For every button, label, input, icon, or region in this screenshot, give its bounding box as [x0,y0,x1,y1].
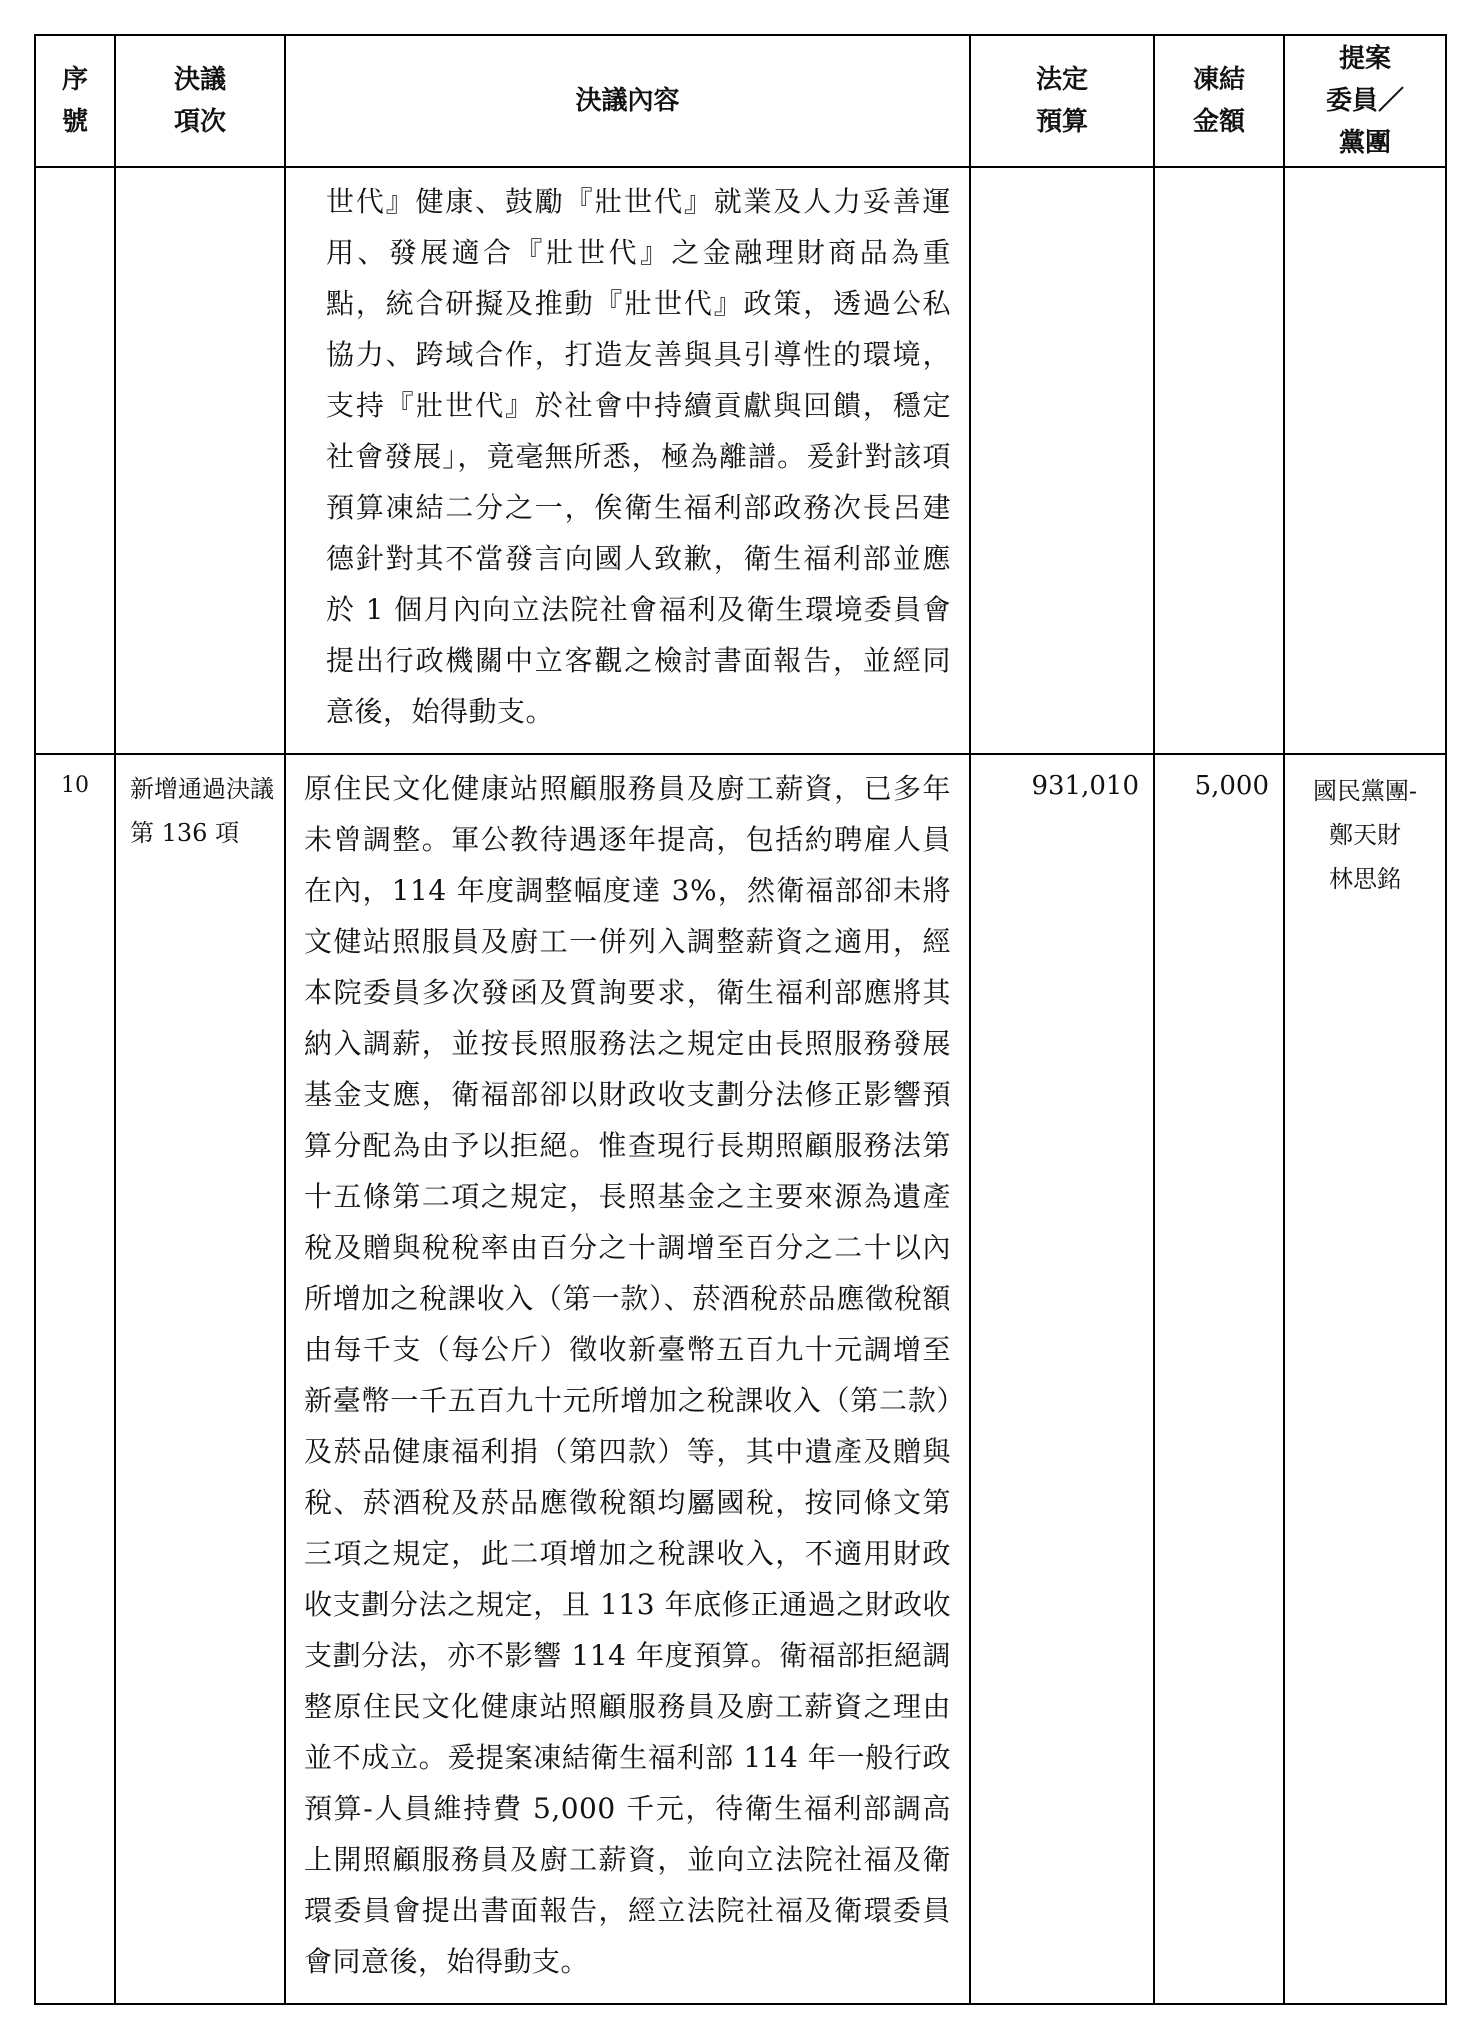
proposer-member: 鄭天財 [1329,821,1401,849]
table-row-10 [35,754,1446,2004]
cell-content: 原住民文化健康站照顧服務員及廚工薪資，已多年未曾調整。軍公教待遇逐年提高，包括約聘雇人員在內，114 年度調整幅度達 3%，然衛福部卻未將文健站照服員及廚工一併列入調整薪資之適用，經本院委員多次發函及質詢要求，衛生福利部應將其納入調薪，並按長照服務法之規定由長照服務發展基金支應，衛福部卻以財政收支劃分法修正影響預算分配為由予以拒絕。惟查現行長期照顧服務法第十五條第二項之規定，長照基金之主要來源為遺產稅及贈與稅稅率由百分之十調增至百分之二十以內所增加之稅課收入（第一款）、菸酒稅菸品應徵稅額由每千支（每公斤）徵收新臺幣五百九十元調增至新臺幣一千五百九十元所增加之稅課收入（第二款）及菸品健康福利捐（第四款）等，其中遺產及贈與稅、菸酒稅及菸品應徵稅額均屬國稅，按同條文第三項之規定，此二項增加之稅課收入，不適用財政收支劃分法之規定，且 113 年底修正通過之財政收支劃分法，亦不影響 114 年度預算。衛福部拒絕調整原住民文化健康站照顧服務員及廚工薪資之理由並不成立。爰提案凍結衛生福利部 114 年一般行政預算-人員維持費 5,000 千元，待衛生福利部調高上開照顧服務員及廚工薪資，並向立法院社福及衛環委員會提出書面報告，經立法院社福及衛環委員會同意後，始得動支。 [285,754,970,2004]
header-item: 決議 項次 [115,35,285,167]
header-row [35,35,1446,167]
header-seq: 序 號 [35,35,115,167]
cell-item: 新增通過決議第 136 項 [115,754,285,2004]
cell-content: 世代』健康、鼓勵『壯世代』就業及人力妥善運用、發展適合『壯世代』之金融理財商品為重點，統合研擬及推動『壯世代』政策，透過公私協力、跨域合作，打造友善與具引導性的環境，支持『壯世代』於社會中持續貢獻與回饋，穩定社會發展」，竟毫無所悉，極為離譜。爰針對該項預算凍結二分之一，俟衛生福利部政務次長呂建德針對其不當發言向國人致歉，衛生福利部並應於 1 個月內向立法院社會福利及衛生環境委員會提出行政機關中立客觀之檢討書面報告，並經同意後，始得動支。 [285,167,970,754]
cell-proposer [1284,167,1446,754]
cell-item [115,167,285,754]
proposer-member: 林思銘 [1329,865,1401,893]
proposer-party: 國民黨團- [1312,777,1418,805]
header-content: 決議內容 [285,35,970,167]
cell-proposer [1284,754,1446,2004]
header-frozen: 凍結 金額 [1154,35,1284,167]
resolution-table [34,34,1447,2005]
table-row-continued [35,167,1446,754]
cell-frozen: 5,000 [1154,754,1284,2004]
cell-budget: 931,010 [970,754,1154,2004]
cell-frozen [1154,167,1284,754]
header-budget: 法定 預算 [970,35,1154,167]
cell-seq [35,167,115,754]
cell-budget [970,167,1154,754]
header-proposer: 提案 委員／ 黨團 [1284,35,1446,167]
cell-seq: 10 [35,754,115,2004]
